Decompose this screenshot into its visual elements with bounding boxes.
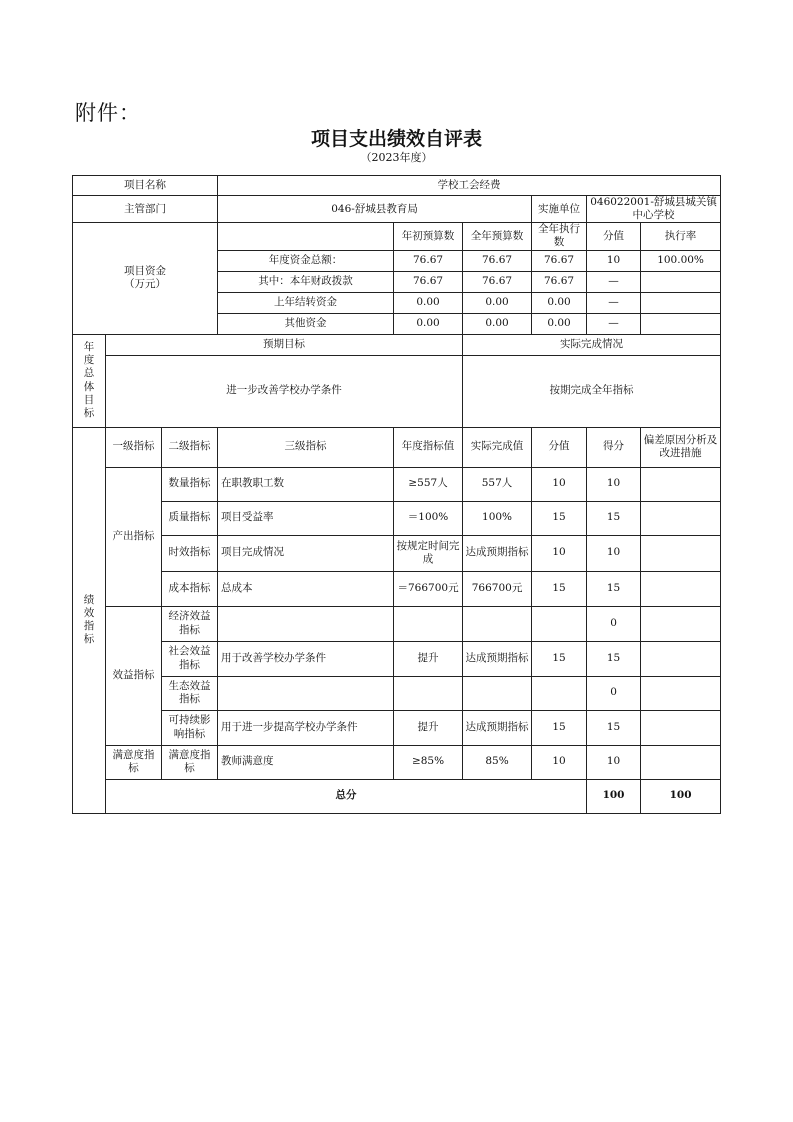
- actual-cell: [463, 606, 532, 641]
- total-row: [73, 779, 721, 813]
- indicator-row: [73, 501, 721, 535]
- score-cell: 10: [587, 467, 641, 501]
- funds-rate: 100.00%: [641, 250, 721, 271]
- funds-rate: [641, 313, 721, 334]
- target-cell: ≥85%: [394, 745, 463, 779]
- goals-content-row: [73, 355, 721, 427]
- level3-cell: 用于进一步提高学校办学条件: [218, 710, 394, 745]
- note-cell: [641, 501, 721, 535]
- value-cell: 10: [532, 535, 587, 571]
- actual-cell: 达成预期指标: [463, 535, 532, 571]
- level2-cell: 经济效益指标: [162, 606, 218, 641]
- header-level2: 二级指标: [162, 427, 218, 467]
- target-cell: [394, 606, 463, 641]
- actual-cell: 766700元: [463, 571, 532, 606]
- funds-initial: 0.00: [394, 292, 463, 313]
- funds-annual: 76.67: [463, 271, 532, 292]
- funds-rate: [641, 271, 721, 292]
- level2-cell: 可持续影响指标: [162, 710, 218, 745]
- value-cell: 15: [532, 710, 587, 745]
- level1-satisfaction: 满意度指标: [106, 745, 162, 779]
- value-cell: 10: [532, 467, 587, 501]
- indicator-row: [73, 710, 721, 745]
- funds-row-label: 上年结转资金: [218, 292, 394, 313]
- actual-goal-label: 实际完成情况: [463, 334, 721, 355]
- actual-cell: 85%: [463, 745, 532, 779]
- funds-header-initial: 年初预算数: [394, 223, 463, 250]
- target-cell: ＝766700元: [394, 571, 463, 606]
- target-cell: ＝100%: [394, 501, 463, 535]
- funds-row-label: 其中：本年财政拨款: [218, 271, 394, 292]
- level3-cell: 项目受益率: [218, 501, 394, 535]
- target-cell: [394, 676, 463, 710]
- note-cell: [641, 710, 721, 745]
- level3-cell: [218, 676, 394, 710]
- score-cell: 10: [587, 535, 641, 571]
- level2-cell: 质量指标: [162, 501, 218, 535]
- score-cell: 15: [587, 710, 641, 745]
- goals-label: [73, 334, 106, 427]
- target-cell: 提升: [394, 641, 463, 676]
- project-name-value: 学校工会经费: [218, 176, 721, 196]
- level2-cell: 满意度指标: [162, 745, 218, 779]
- funds-annual: 0.00: [463, 313, 532, 334]
- funds-unit: （万元）: [124, 278, 167, 291]
- expected-goal-label: 预期目标: [106, 334, 463, 355]
- value-cell: 15: [532, 501, 587, 535]
- funds-executed: 0.00: [532, 313, 587, 334]
- level3-cell: [218, 606, 394, 641]
- implementer-value: 046022001-舒城县城关镇中心学校: [587, 196, 721, 223]
- funds-header-score-value: 分值: [587, 223, 641, 250]
- note-cell: [641, 676, 721, 710]
- goals-header-row: [73, 334, 721, 355]
- actual-goal: 按期完成全年指标: [463, 355, 721, 427]
- value-cell: [532, 676, 587, 710]
- funds-executed: 76.67: [532, 271, 587, 292]
- funds-score-value: —: [587, 292, 641, 313]
- total-label: 总分: [106, 779, 587, 813]
- indicators-header-row: [73, 427, 721, 467]
- score-cell: 15: [587, 571, 641, 606]
- indicator-row: [73, 467, 721, 501]
- department-row: [73, 196, 721, 223]
- indicator-row: [73, 535, 721, 571]
- header-level3: 三级指标: [218, 427, 394, 467]
- funds-initial: 76.67: [394, 271, 463, 292]
- total-score: 100: [641, 779, 721, 813]
- header-score: 得分: [587, 427, 641, 467]
- funds-rate: [641, 292, 721, 313]
- actual-cell: 达成预期指标: [463, 710, 532, 745]
- actual-cell: 557人: [463, 467, 532, 501]
- level1-output: 产出指标: [106, 467, 162, 606]
- indicator-row: [73, 745, 721, 779]
- funds-score-value: 10: [587, 250, 641, 271]
- self-evaluation-table: [72, 175, 721, 814]
- goals-label-text: 年度总体目标: [83, 341, 95, 419]
- actual-cell: 100%: [463, 501, 532, 535]
- department-value: 046-舒城县教育局: [218, 196, 532, 223]
- level3-cell: 总成本: [218, 571, 394, 606]
- note-cell: [641, 467, 721, 501]
- level2-cell: 成本指标: [162, 571, 218, 606]
- expected-goal: 进一步改善学校办学条件: [106, 355, 463, 427]
- indicators-label: [73, 427, 106, 813]
- level3-cell: 项目完成情况: [218, 535, 394, 571]
- project-name-row: [73, 176, 721, 196]
- implementer-label: 实施单位: [532, 196, 587, 223]
- indicator-row: [73, 676, 721, 710]
- report-year: （2023年度）: [360, 151, 433, 164]
- funds-executed: 76.67: [532, 250, 587, 271]
- value-cell: 15: [532, 571, 587, 606]
- header-value: 分值: [532, 427, 587, 467]
- funds-header-rate: 执行率: [641, 223, 721, 250]
- score-cell: 15: [587, 641, 641, 676]
- project-name-label: 项目名称: [73, 176, 218, 196]
- level1-benefit: 效益指标: [106, 606, 162, 745]
- funds-label: [73, 223, 218, 334]
- score-cell: 15: [587, 501, 641, 535]
- indicator-row: [73, 606, 721, 641]
- target-cell: 提升: [394, 710, 463, 745]
- attachment-label: 附件：: [75, 101, 141, 125]
- target-cell: ≥557人: [394, 467, 463, 501]
- note-cell: [641, 745, 721, 779]
- funds-label-text: 项目资金: [124, 265, 167, 278]
- header-target: 年度指标值: [394, 427, 463, 467]
- indicator-row: [73, 571, 721, 606]
- funds-header-executed: 全年执行数: [532, 223, 587, 250]
- funds-row-label: 年度资金总额：: [218, 250, 394, 271]
- funds-initial: 76.67: [394, 250, 463, 271]
- header-note: 偏差原因分析及改进措施: [641, 427, 721, 467]
- value-cell: 15: [532, 641, 587, 676]
- department-label: 主管部门: [73, 196, 218, 223]
- score-cell: 0: [587, 676, 641, 710]
- score-cell: 0: [587, 606, 641, 641]
- funds-score-value: —: [587, 271, 641, 292]
- score-cell: 10: [587, 745, 641, 779]
- funds-initial: 0.00: [394, 313, 463, 334]
- indicators-label-text: 绩效指标: [83, 593, 95, 646]
- header-level1: 一级指标: [106, 427, 162, 467]
- note-cell: [641, 606, 721, 641]
- actual-cell: 达成预期指标: [463, 641, 532, 676]
- level2-cell: 生态效益指标: [162, 676, 218, 710]
- total-value: 100: [587, 779, 641, 813]
- note-cell: [641, 571, 721, 606]
- indicator-row: [73, 641, 721, 676]
- level3-cell: 用于改善学校办学条件: [218, 641, 394, 676]
- funds-annual: 76.67: [463, 250, 532, 271]
- note-cell: [641, 641, 721, 676]
- level3-cell: 在职教职工数: [218, 467, 394, 501]
- funds-executed: 0.00: [532, 292, 587, 313]
- funds-header-blank: [218, 223, 394, 250]
- funds-header-annual: 全年预算数: [463, 223, 532, 250]
- value-cell: 10: [532, 745, 587, 779]
- level2-cell: 数量指标: [162, 467, 218, 501]
- page-title: 项目支出绩效自评表: [310, 128, 482, 150]
- level2-cell: 时效指标: [162, 535, 218, 571]
- level2-cell: 社会效益指标: [162, 641, 218, 676]
- note-cell: [641, 535, 721, 571]
- actual-cell: [463, 676, 532, 710]
- funds-row-label: 其他资金: [218, 313, 394, 334]
- funds-annual: 0.00: [463, 292, 532, 313]
- funds-score-value: —: [587, 313, 641, 334]
- funds-header-row: [73, 223, 721, 250]
- level3-cell: 教师满意度: [218, 745, 394, 779]
- value-cell: [532, 606, 587, 641]
- header-actual: 实际完成值: [463, 427, 532, 467]
- target-cell: 按规定时间完成: [394, 535, 463, 571]
